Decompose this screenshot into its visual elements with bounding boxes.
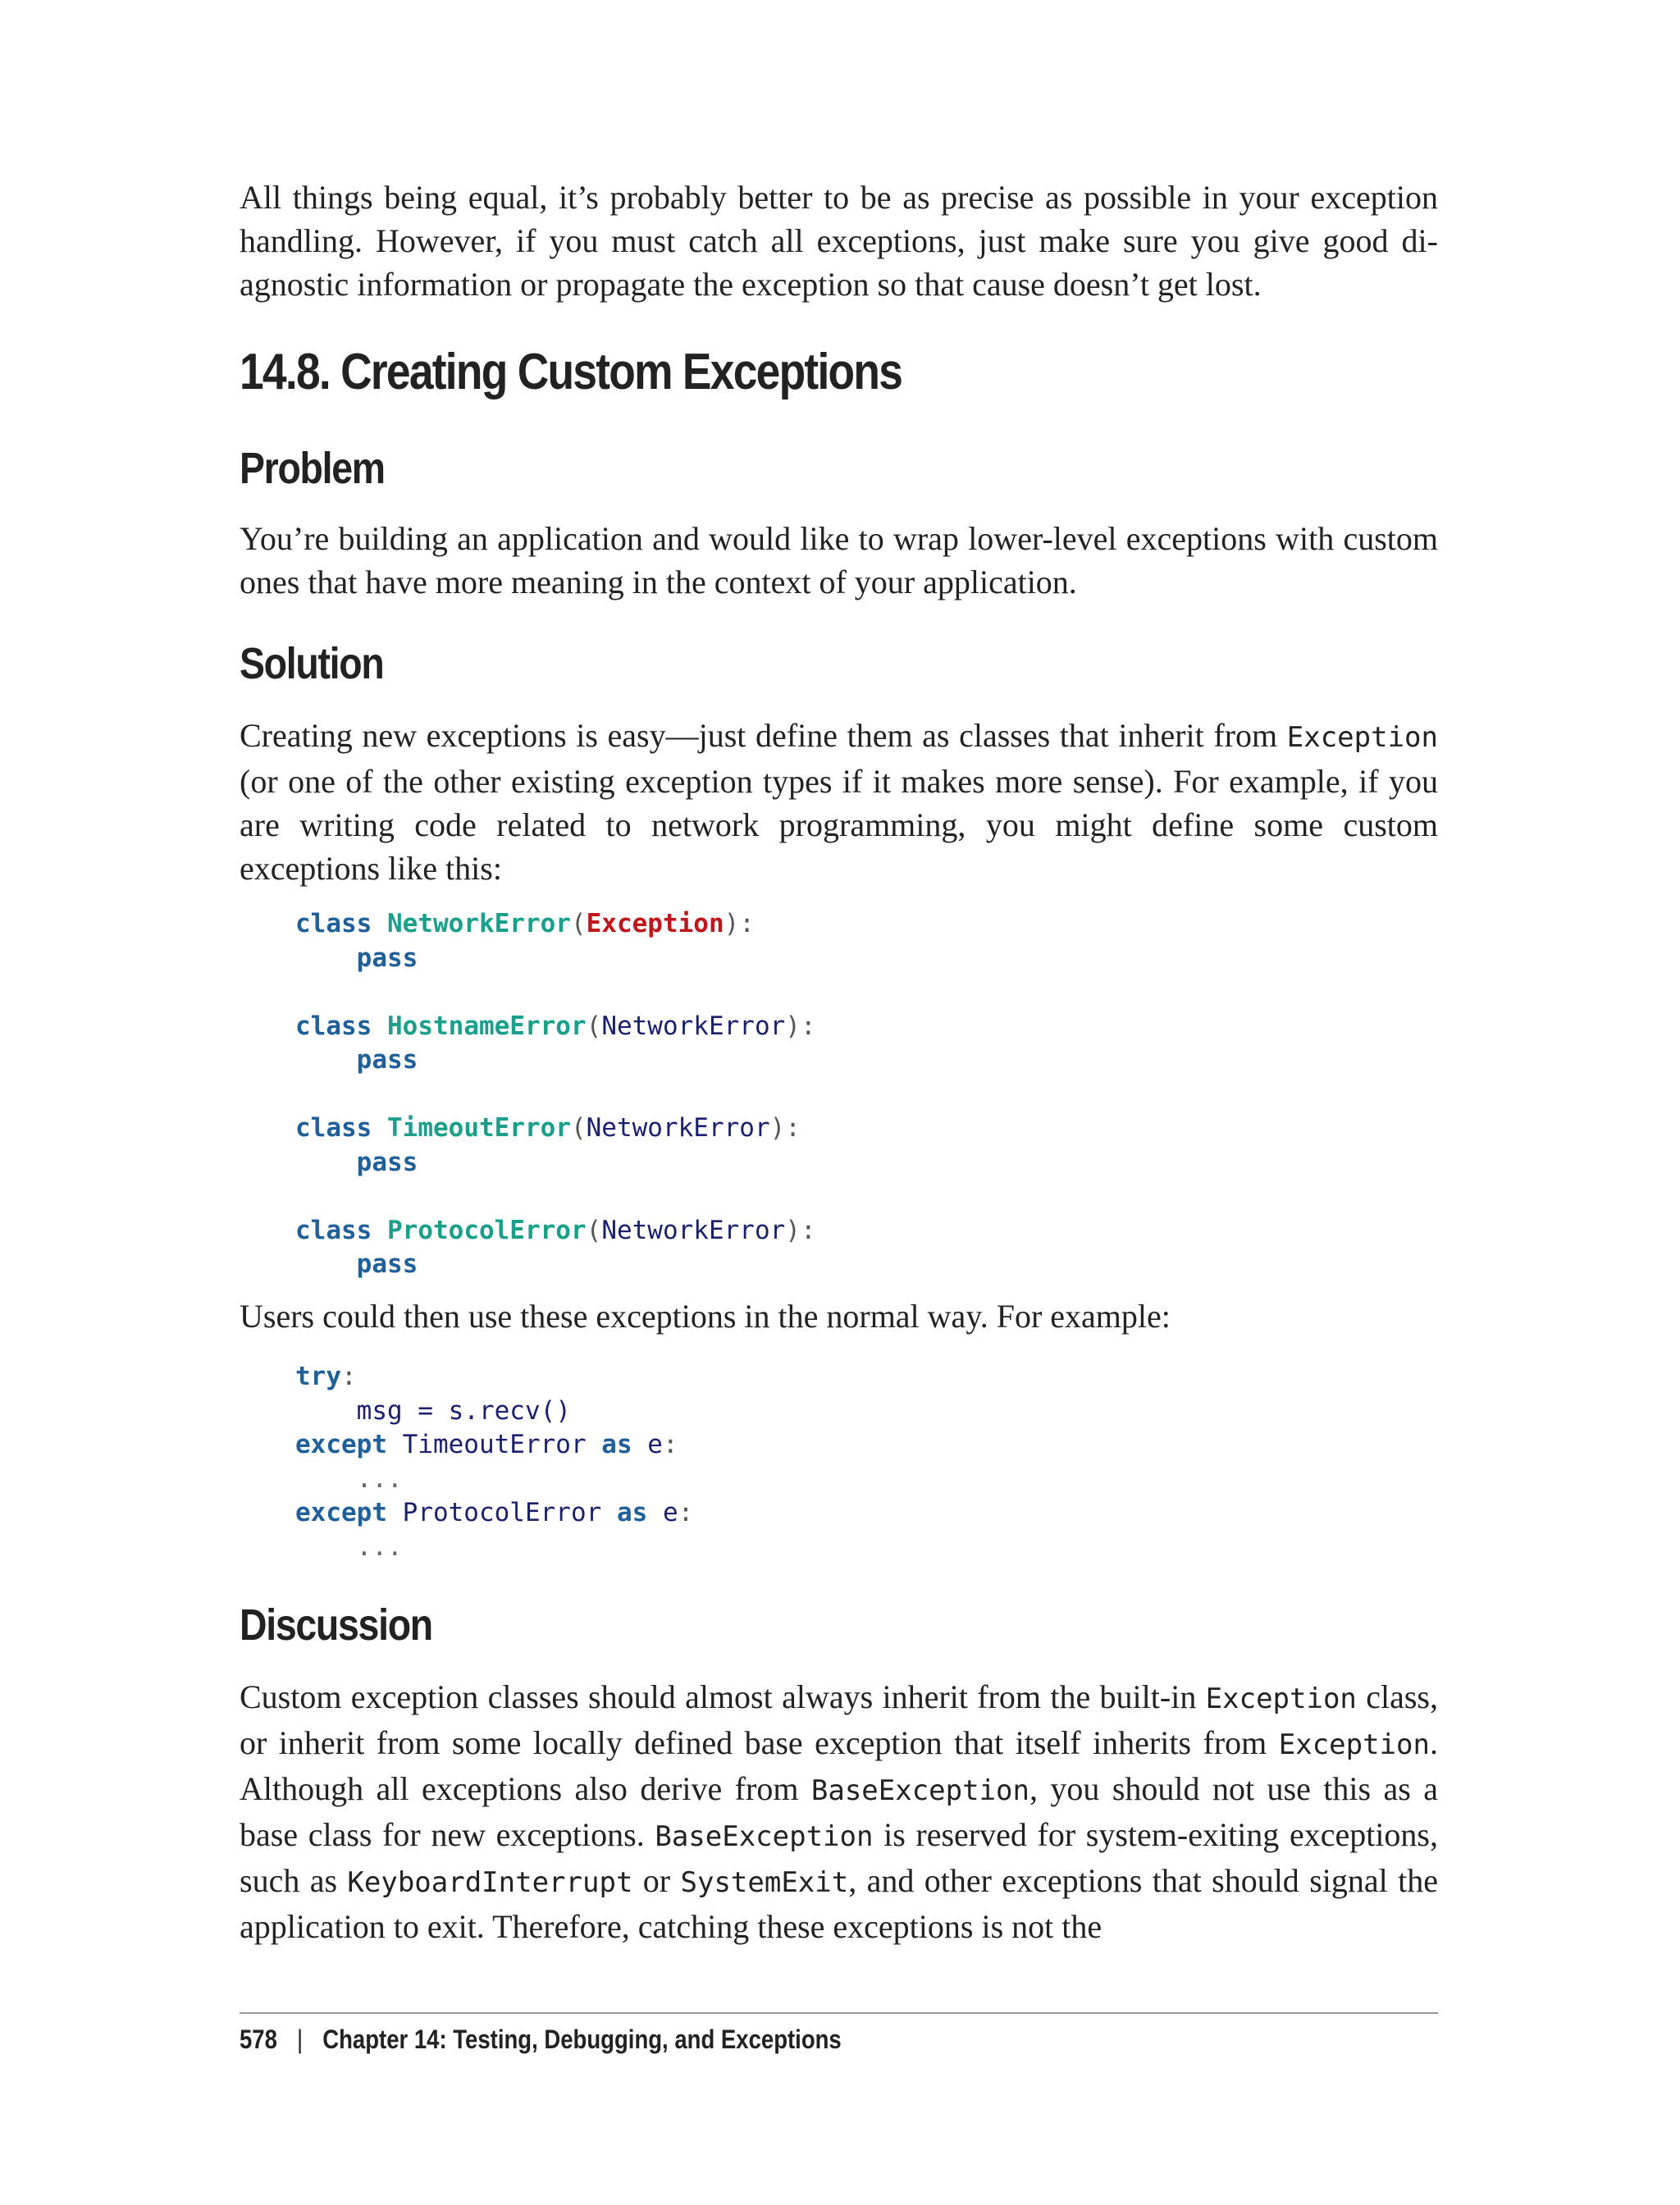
- code-line: class ProtocolError(NetworkError):: [295, 1215, 816, 1245]
- discussion-paragraph: Custom exception classes should almost always inherit from the built-in Exception class, or inherit from some locally defined base exception that itself inherits from Exception. Although all exceptions also derive from BaseException, you should not use this as a base class for new exceptions. BaseException is reserved for system-exiting exceptions, such as KeyboardInterrupt or SystemExit, and other exceptions that should signal the application to exit. Therefore, catching these exceptions is not the: [240, 1678, 1438, 1945]
- code-line: pass: [356, 943, 418, 973]
- page-number: 578: [240, 2025, 277, 2054]
- code-line: pass: [356, 1147, 418, 1177]
- solution-text-b: (or one of the other existing exception types if it makes more sense). For example, if you are writing code related to network programming, you might define some custom exceptions like this:: [240, 763, 1438, 887]
- page-footer: [240, 2025, 842, 2055]
- code-line: class TimeoutError(NetworkError):: [295, 1113, 801, 1143]
- inline-code-exception: Exception: [1278, 1728, 1430, 1761]
- code-line: ...: [356, 1463, 403, 1494]
- discussion-heading: Discussion: [240, 1600, 432, 1650]
- inline-code-baseexception: BaseException: [655, 1820, 874, 1853]
- inline-code-keyboardinterrupt: KeyboardInterrupt: [347, 1866, 633, 1899]
- code-block-exception-classes: [295, 907, 816, 1282]
- code-block-try-except: [295, 1360, 693, 1564]
- code-line: class NetworkError(Exception):: [295, 909, 755, 938]
- problem-paragraph: You’re building an application and would like to wrap lower-level exceptions with custom ones that have more meaning in the context of your application.: [240, 520, 1438, 600]
- code-line: except ProtocolError as e:: [295, 1498, 694, 1527]
- code-line: ...: [356, 1532, 403, 1562]
- footer-divider: [240, 2012, 1438, 2014]
- solution-text-a: Creating new exceptions is easy—just define them as classes that inherit from: [240, 717, 1287, 754]
- code-line: except TimeoutError as e:: [295, 1430, 678, 1459]
- problem-heading: Problem: [240, 444, 385, 493]
- intro-paragraph: All things being equal, it’s probably better to be as precise as possible in your exception handling. However, if you must catch all exceptions, just make sure you give good diagnostic information or propagate the exception so that cause doesn’t get lost.: [240, 179, 1438, 303]
- code-line: msg = s.recv(): [356, 1395, 571, 1426]
- usage-paragraph: Users could then use these exceptions in the normal way. For example:: [240, 1298, 1171, 1335]
- code-line: pass: [356, 1045, 418, 1075]
- code-line: class HostnameError(NetworkError):: [295, 1011, 816, 1041]
- inline-code-exception: Exception: [1205, 1682, 1357, 1715]
- inline-code-systemexit: SystemExit: [680, 1866, 849, 1899]
- code-line: pass: [356, 1249, 418, 1279]
- code-line: try:: [295, 1362, 357, 1391]
- solution-paragraph: [240, 714, 1438, 890]
- solution-heading: Solution: [240, 639, 384, 688]
- chapter-title: Chapter 14: Testing, Debugging, and Exceptions: [322, 2025, 842, 2054]
- footer-separator: |: [296, 2025, 304, 2054]
- section-title: 14.8. Creating Custom Exceptions: [240, 344, 902, 400]
- inline-code-exception: Exception: [1286, 721, 1438, 754]
- inline-code-baseexception: BaseException: [810, 1774, 1029, 1807]
